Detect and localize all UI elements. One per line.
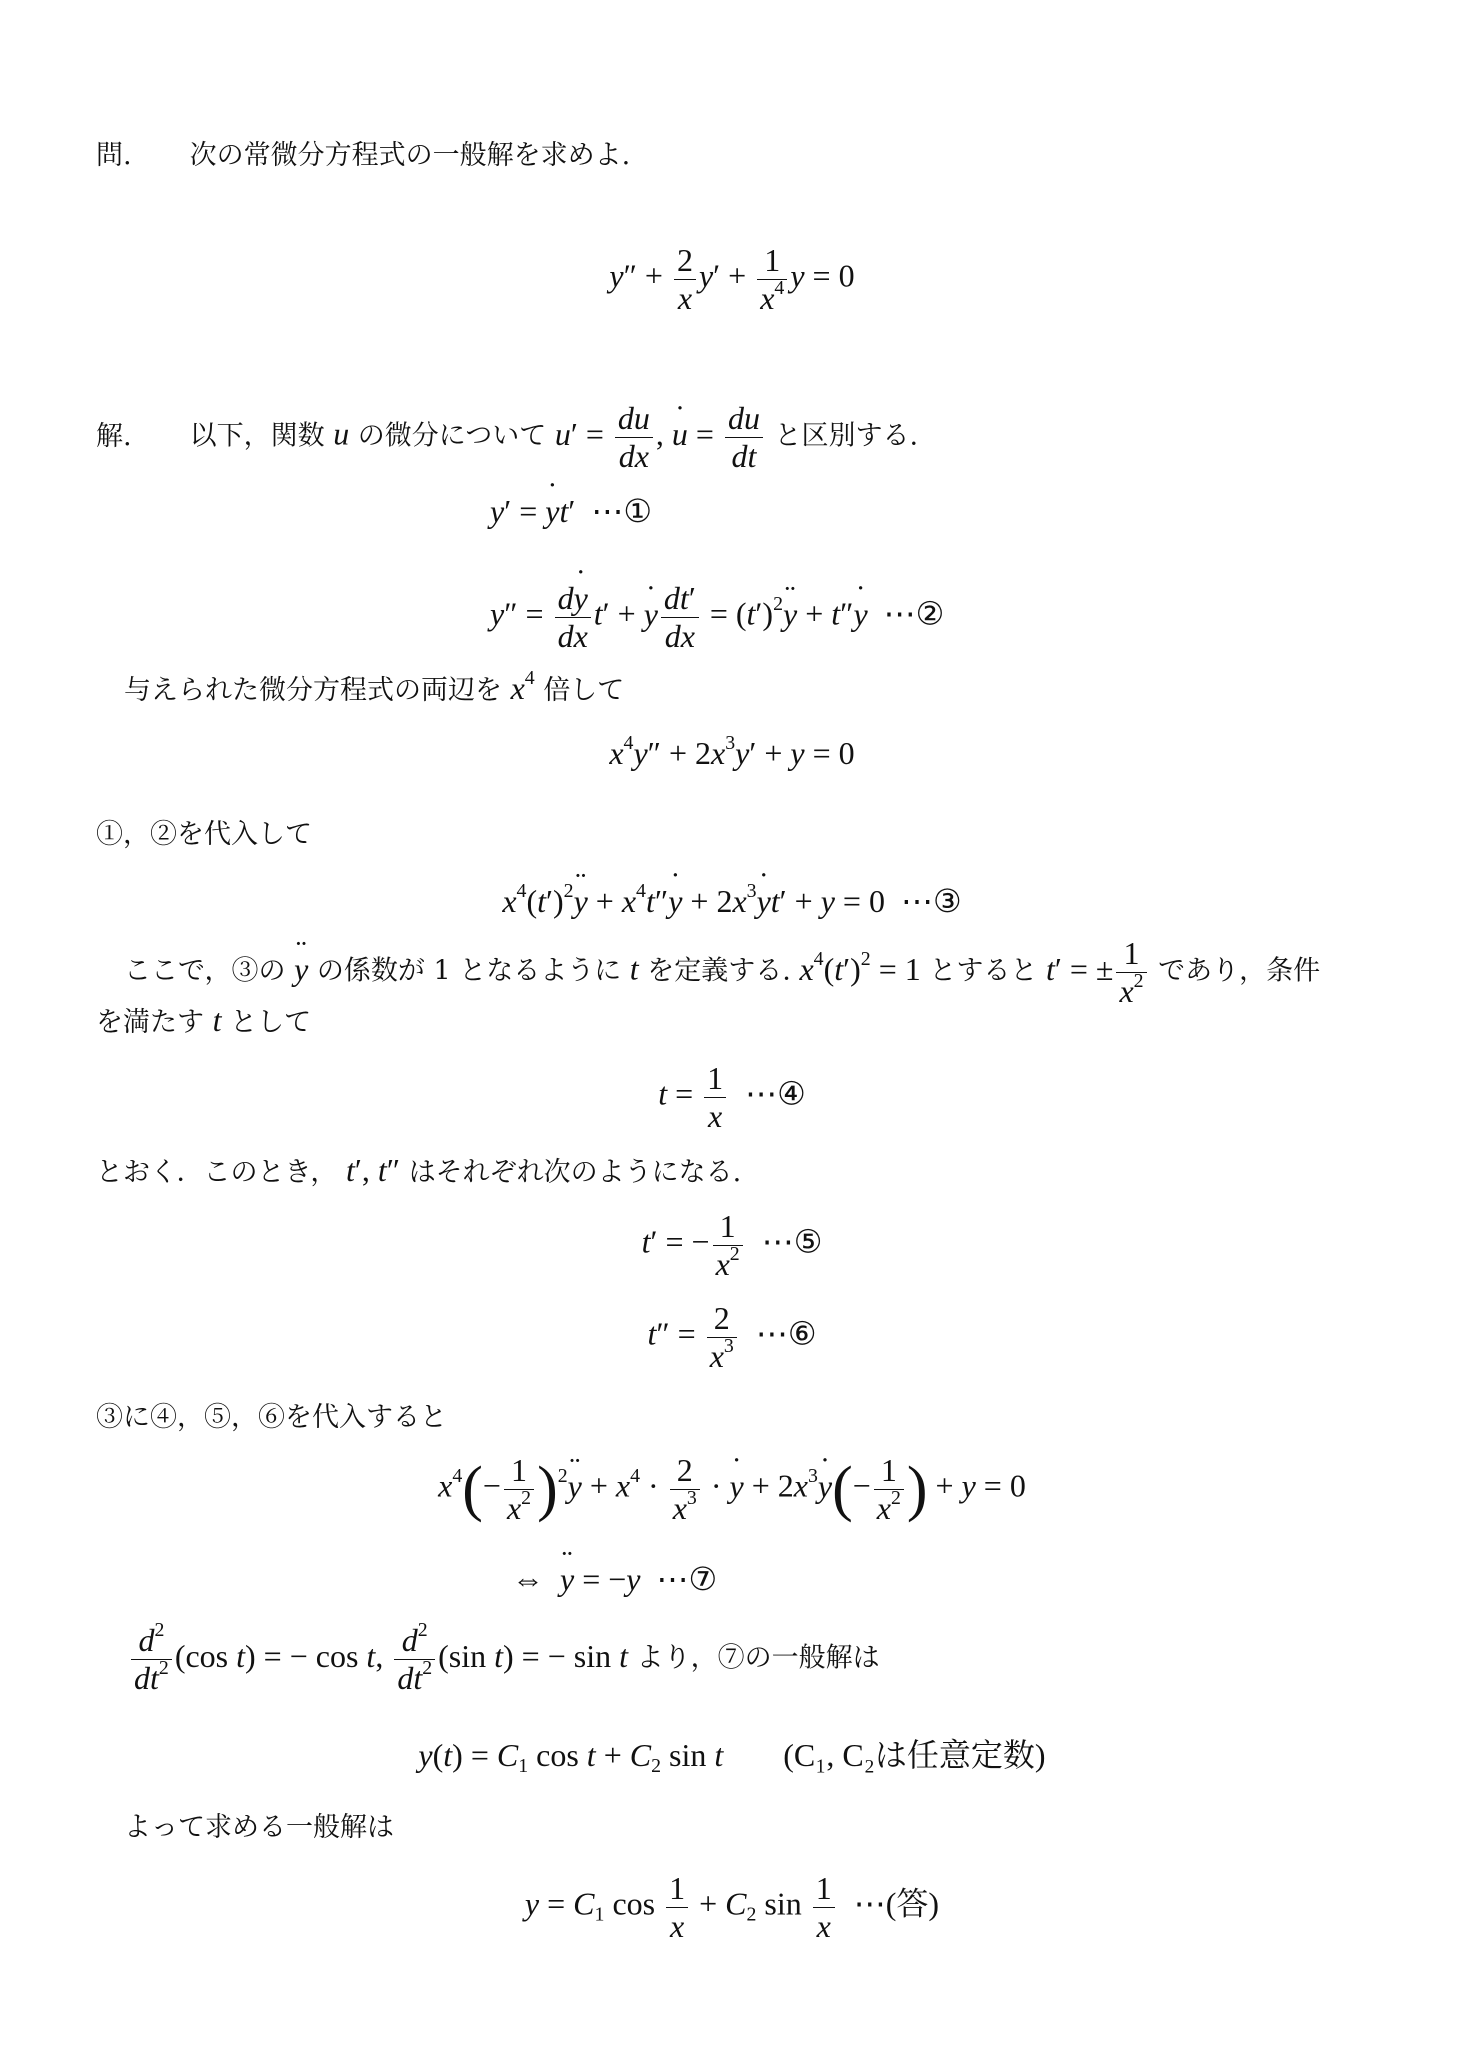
then-text-2: はそれぞれ次のようになる. [408,1157,742,1188]
constants-note: (C₁, C₂は任意定数) [783,1737,1046,1773]
define-text-d: とすると [929,955,1038,987]
eq-2: y″ = $\frac{d˙ y}{dx}$ t′ + ˙ y $\frac{dt'}{dx}$ = $(t')^2¨$ y + t″˙ y ⋯② [490,580,944,655]
eq-answer: $y = C_1$ cos $\frac{1}{x}$ + $C_2$ sin $\frac{1}{x}$ ⋯(答) [524,1870,940,1944]
eq-general-t: $y(t) = C_1$ $\cos t + C_2$ sin t (C₁, C₂は任意定数) [418,1737,1046,1777]
multiply-text-2: 倍して [543,675,625,706]
intro-text-2: の微分について [357,420,547,452]
cos-sin-line: $\frac{d^2}{dt^2}$ (cos t) = − cos t, $\frac{d^2}{dt^2}$ (sin t) = − sin t より，⑦の一般解は [128,1622,880,1697]
eq-mark-4: ④ [777,1075,806,1112]
intro-text-3: と区別する. [774,420,919,452]
substitute-all-line: ③に④，⑤，⑥を代入すると [96,1402,447,1433]
define-text-b: の係数が 1 となるように [316,955,622,987]
eq-mark-2: ② [915,595,945,632]
define-text-a: ここで，③の [124,955,286,987]
problem-statement: 次の常微分方程式の一般解を求めよ. [189,140,631,171]
multiply-line: 与えられた微分方程式の両辺を $x^4$ 倍して [124,667,625,706]
eq-5: t′ = − $\frac{1}{x^2}$ ⋯⑤ [641,1208,823,1282]
eq-3: $x^4(t')^2¨$ $y + x^4t''˙$ $y + 2x^3˙$ yt′ + y = 0 ⋯③ [0,882,1464,920]
define-text-g: として [230,1007,312,1038]
eq-mark-7: ⑦ [688,1561,718,1597]
substitute12-line: ①，②を代入して [96,819,312,850]
eq-7: ⇔ ¨ y = −y ⋯⑦ [512,1560,717,1598]
then-text-1: とおく．このとき， [96,1157,338,1188]
define-text-e: であり，条件 [1158,955,1321,987]
ode-equation: y″ + $\frac{2}{x}$ y′ + $\frac{1}{x^4}$ y = 0 [609,242,855,316]
cos-sin-text: より，⑦の一般解は [636,1642,880,1674]
problem-line [96,133,630,172]
intro-text-1: 以下，関数 [189,420,325,452]
solution-label: 解. [96,420,132,452]
multiply-text-1: 与えられた微分方程式の両辺を [124,675,502,706]
eq-4: t = $\frac{1}{x}$ ⋯④ [658,1060,806,1134]
define-text-c: を定義する. [647,955,791,987]
eq-substituted: $x^4(-$ $\frac{1}{x^2}$ )$^2$¨ $y + x^4$ · $\frac{2}{x^3}$ · ˙ $y + 2x^3˙$ y(− $\frac{1}{x^2}$ ) + y = 0 [0,1452,1464,1527]
eq-mark-1: ① [623,493,653,529]
then-line: とおく．このとき， t′, t″ はそれぞれ次のようになる. [96,1152,742,1188]
eq-mark-5: ⑤ [793,1223,823,1260]
eq-6: t″ = $\frac{2}{x^3}$ ⋯⑥ [647,1300,817,1374]
therefore-line: よって求める一般解は [124,1812,394,1843]
answer-mark: (答) [885,1885,940,1922]
eq-1: y′ = ˙ yt′ ⋯① [490,492,652,530]
define-line-2: を満たす t として [96,1002,312,1038]
eq-mark-6: ⑥ [787,1315,817,1352]
define-line-1: ここで，③の ¨ y の係数が 1 となるように t を定義する. $x^4(t')^2 = 1$ とすると t′ = ± $\frac{1}{x^2}$ であり，条件 [124,935,1320,1010]
eq-multiplied: $x^4y'' + 2x^3y' + y = 0$ [609,732,855,771]
solution-intro: 解. 以下，関数 u の微分について u′ = $\frac{du}{dx}$ , ˙ u = $\frac{du}{dt}$ と区別する. [96,400,918,475]
define-text-f: を満たす [96,1007,204,1038]
problem-label: 問. [96,140,132,171]
eq-mark-3: ③ [932,883,962,919]
